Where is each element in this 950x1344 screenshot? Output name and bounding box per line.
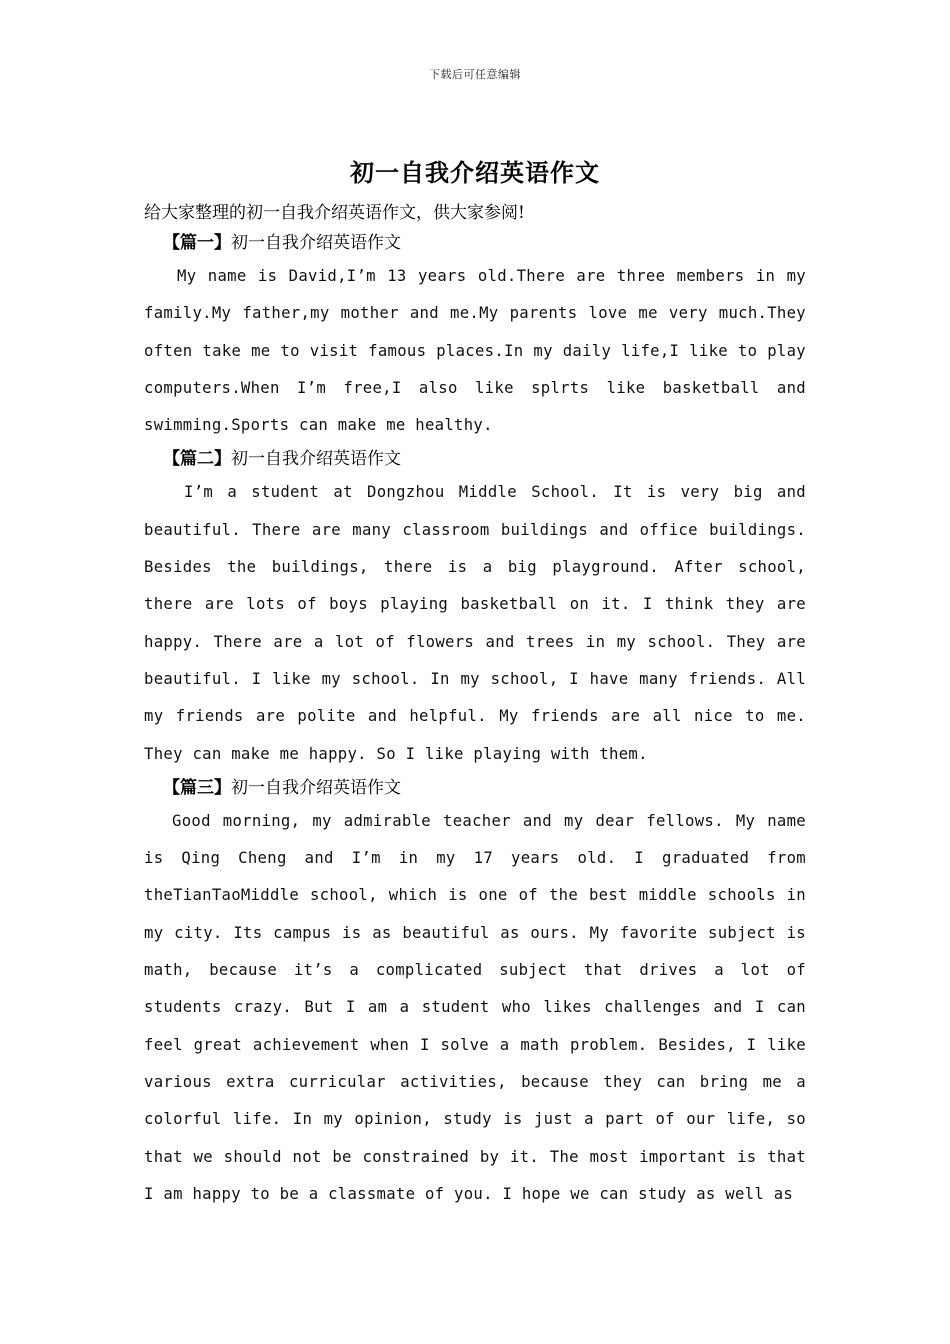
intro-paragraph: 给大家整理的初一自我介绍英语作文，供大家参阅! <box>144 203 525 223</box>
document-title: 初一自我介绍英语作文 <box>350 158 600 187</box>
section-body: My name is David,I’m 13 years old.There are three members in my family.My father,my mother and me.My parents love me very much.They often take me to visit famous places.In my daily life,I like to play computers.When I’m free,I also like splrts like basketball and swimming.Sports can make me healthy. <box>144 267 806 435</box>
section-3 <box>144 773 806 1213</box>
section-body: I’m a student at Dongzhou Middle School. It is very big and beautiful. There are many classroom buildings and office buildings. Besides the buildings, there is a big playground. After school, there are lots of boys playing basketball on it. I think they are happy. There are a lot of flowers and trees in my school. They are beautiful. I like my school. In my school, I have many friends. All my friends are polite and helpful. My friends are all nice to me. They can make me happy. So I like playing with them. <box>144 483 806 763</box>
section-2 <box>144 444 806 772</box>
document-body <box>144 198 806 1213</box>
section-label: 【篇一】 <box>163 233 231 253</box>
section-1 <box>144 228 806 444</box>
section-heading-text: 初一自我介绍英语作文 <box>231 777 401 798</box>
section-heading <box>144 444 806 474</box>
section-body: Good morning, my admirable teacher and my dear fellows. My name is Qing Cheng and I’m in my 17 years old. I graduated from theTianTaoMiddle school, which is one of the best middle schools in my city. Its campus is as beautiful as ours. My favorite subject is math, because it’s a complicated subject that drives a lot of students crazy. But I am a student who likes challenges and I can feel great achievement when I solve a math problem. Besides, I like various extra curricular activities, because they can bring me a colorful life. In my opinion, study is just a part of our life, so that we should not be constrained by it. The most important is that I am happy to be a classmate of you. I hope we can study as well as <box>144 811 806 1203</box>
section-label: 【篇三】 <box>163 777 231 798</box>
section-heading-text: 初一自我介绍英语作文 <box>231 449 401 470</box>
section-heading <box>144 228 806 258</box>
section-label: 【篇二】 <box>163 449 231 470</box>
header-note: 下载后可任意编辑 <box>429 68 521 81</box>
section-heading-text: 初一自我介绍英语作文 <box>231 233 401 253</box>
section-heading <box>144 773 806 803</box>
